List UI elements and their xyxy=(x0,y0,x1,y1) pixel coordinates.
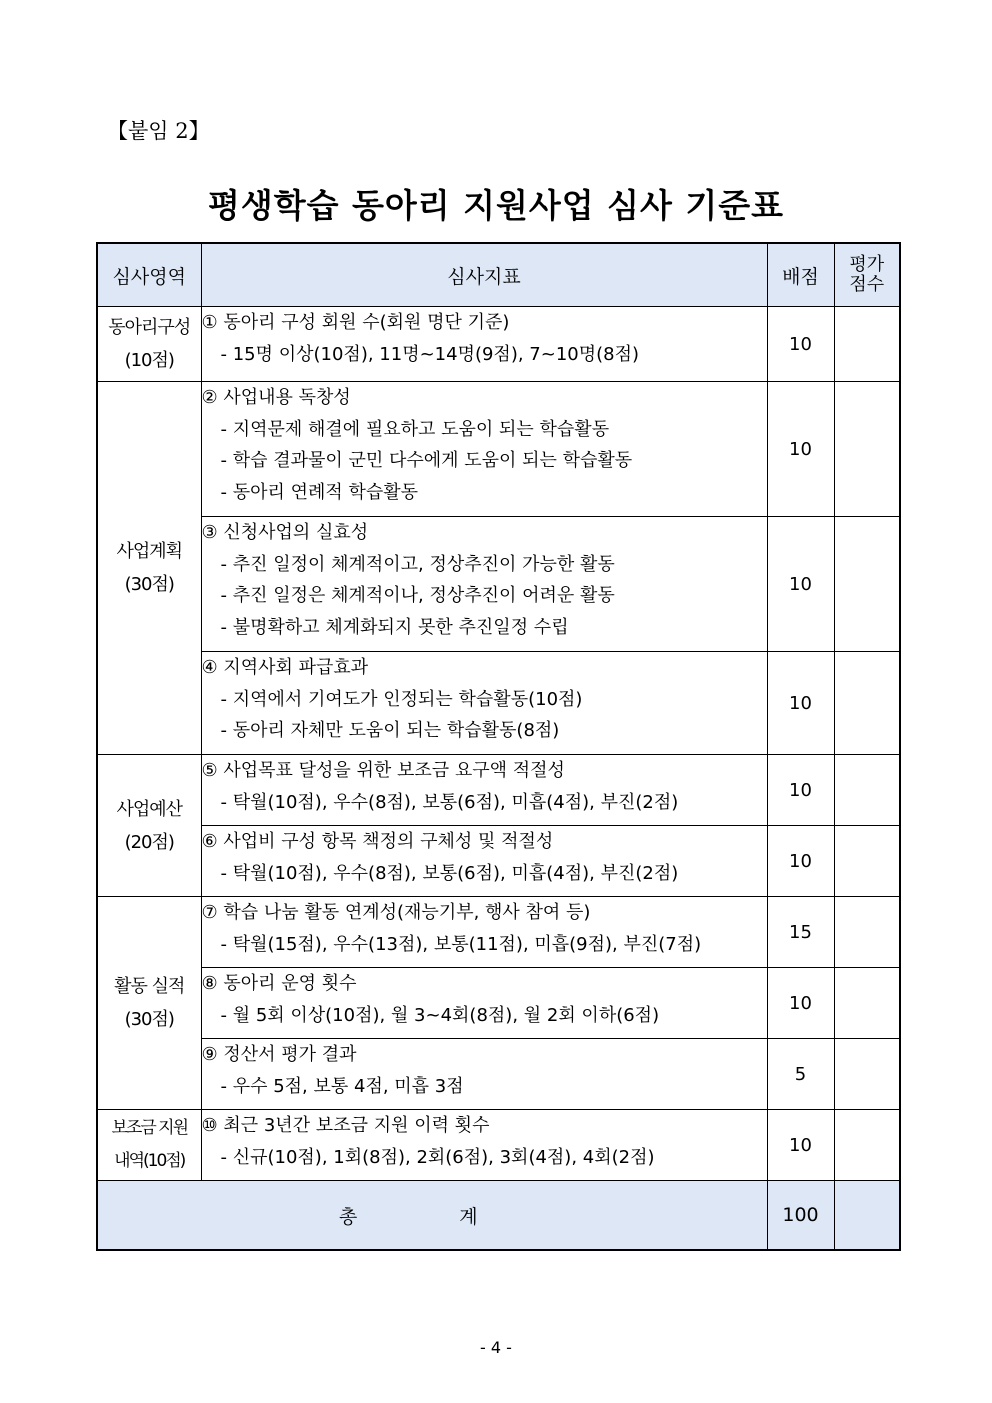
header-eval-score: 평가 점수 xyxy=(834,243,900,307)
area-cell: 동아리구성 (10점) xyxy=(97,307,201,382)
points-cell: 10 xyxy=(767,826,834,897)
eval-score-cell[interactable] xyxy=(834,382,900,517)
points-cell: 10 xyxy=(767,968,834,1039)
table-row xyxy=(97,382,900,517)
table-header-row xyxy=(97,243,900,307)
total-points: 100 xyxy=(767,1181,834,1251)
indicator-cell: ④ 지역사회 파급효과 - 지역에서 기여도가 인정되는 학습활동(10점) - 동아리 자체만 도움이 되는 학습활동(8점) xyxy=(201,652,767,755)
eval-score-cell[interactable] xyxy=(834,307,900,382)
total-row xyxy=(97,1181,900,1251)
indicator-cell: ② 사업내용 독창성 - 지역문제 해결에 필요하고 도움이 되는 학습활동 - 학습 결과물이 군민 다수에게 도움이 되는 학습활동 - 동아리 연례적 학습활동 xyxy=(201,382,767,517)
table-row xyxy=(97,1039,900,1110)
indicator-cell: ① 동아리 구성 회원 수(회원 명단 기준) - 15명 이상(10점), 11명~14명(9점), 7~10명(8점) xyxy=(201,307,767,382)
eval-score-cell[interactable] xyxy=(834,755,900,826)
table-row xyxy=(97,968,900,1039)
indicator-cell: ⑧ 동아리 운영 횟수 - 월 5회 이상(10점), 월 3~4회(8점), 월 2회 이하(6점) xyxy=(201,968,767,1039)
eval-score-cell[interactable] xyxy=(834,1039,900,1110)
table-row xyxy=(97,755,900,826)
points-cell: 10 xyxy=(767,1110,834,1181)
total-eval-score-cell[interactable] xyxy=(834,1181,900,1251)
indicator-cell: ⑤ 사업목표 달성을 위한 보조금 요구액 적절성 - 탁월(10점), 우수(8점), 보통(6점), 미흡(4점), 부진(2점) xyxy=(201,755,767,826)
page-number: - 4 - xyxy=(480,1338,512,1357)
indicator-cell: ⑦ 학습 나눔 활동 연계성(재능기부, 행사 참여 등) - 탁월(15점), 우수(13점), 보통(11점), 미흡(9점), 부진(7점) xyxy=(201,897,767,968)
attachment-label: 【붙임 2】 xyxy=(107,119,210,143)
points-cell: 10 xyxy=(767,652,834,755)
eval-score-cell[interactable] xyxy=(834,826,900,897)
eval-score-cell[interactable] xyxy=(834,517,900,652)
table-row xyxy=(97,826,900,897)
area-cell: 보조금 지원 내역(10점) xyxy=(97,1110,201,1181)
header-indicator: 심사지표 xyxy=(201,243,767,307)
eval-score-cell[interactable] xyxy=(834,652,900,755)
points-cell: 10 xyxy=(767,755,834,826)
area-cell: 사업예산 (20점) xyxy=(97,755,201,897)
eval-score-cell[interactable] xyxy=(834,968,900,1039)
table-row xyxy=(97,517,900,652)
indicator-cell: ⑩ 최근 3년간 보조금 지원 이력 횟수 - 신규(10점), 1회(8점), 2회(6점), 3회(4점), 4회(2점) xyxy=(201,1110,767,1181)
header-points: 배점 xyxy=(767,243,834,307)
points-cell: 10 xyxy=(767,307,834,382)
criteria-table xyxy=(96,242,901,1251)
header-area: 심사영역 xyxy=(97,243,201,307)
table-row xyxy=(97,652,900,755)
points-cell: 5 xyxy=(767,1039,834,1110)
table-row xyxy=(97,307,900,382)
table-row xyxy=(97,1110,900,1181)
points-cell: 10 xyxy=(767,517,834,652)
area-cell: 활동 실적 (30점) xyxy=(97,897,201,1110)
points-cell: 10 xyxy=(767,382,834,517)
indicator-cell: ③ 신청사업의 실효성 - 추진 일정이 체계적이고, 정상추진이 가능한 활동 - 추진 일정은 체계적이나, 정상추진이 어려운 활동 - 불명확하고 체계화되지 못한 추진일정 수립 xyxy=(201,517,767,652)
points-cell: 15 xyxy=(767,897,834,968)
indicator-cell: ⑨ 정산서 평가 결과 - 우수 5점, 보통 4점, 미흡 3점 xyxy=(201,1039,767,1110)
eval-score-cell[interactable] xyxy=(834,1110,900,1181)
eval-score-cell[interactable] xyxy=(834,897,900,968)
total-label: 총 계 xyxy=(97,1181,767,1251)
document-title: 평생학습 동아리 지원사업 심사 기준표 xyxy=(207,186,784,225)
table-row xyxy=(97,897,900,968)
area-cell: 사업계획 (30점) xyxy=(97,382,201,755)
indicator-cell: ⑥ 사업비 구성 항목 책정의 구체성 및 적절성 - 탁월(10점), 우수(8점), 보통(6점), 미흡(4점), 부진(2점) xyxy=(201,826,767,897)
